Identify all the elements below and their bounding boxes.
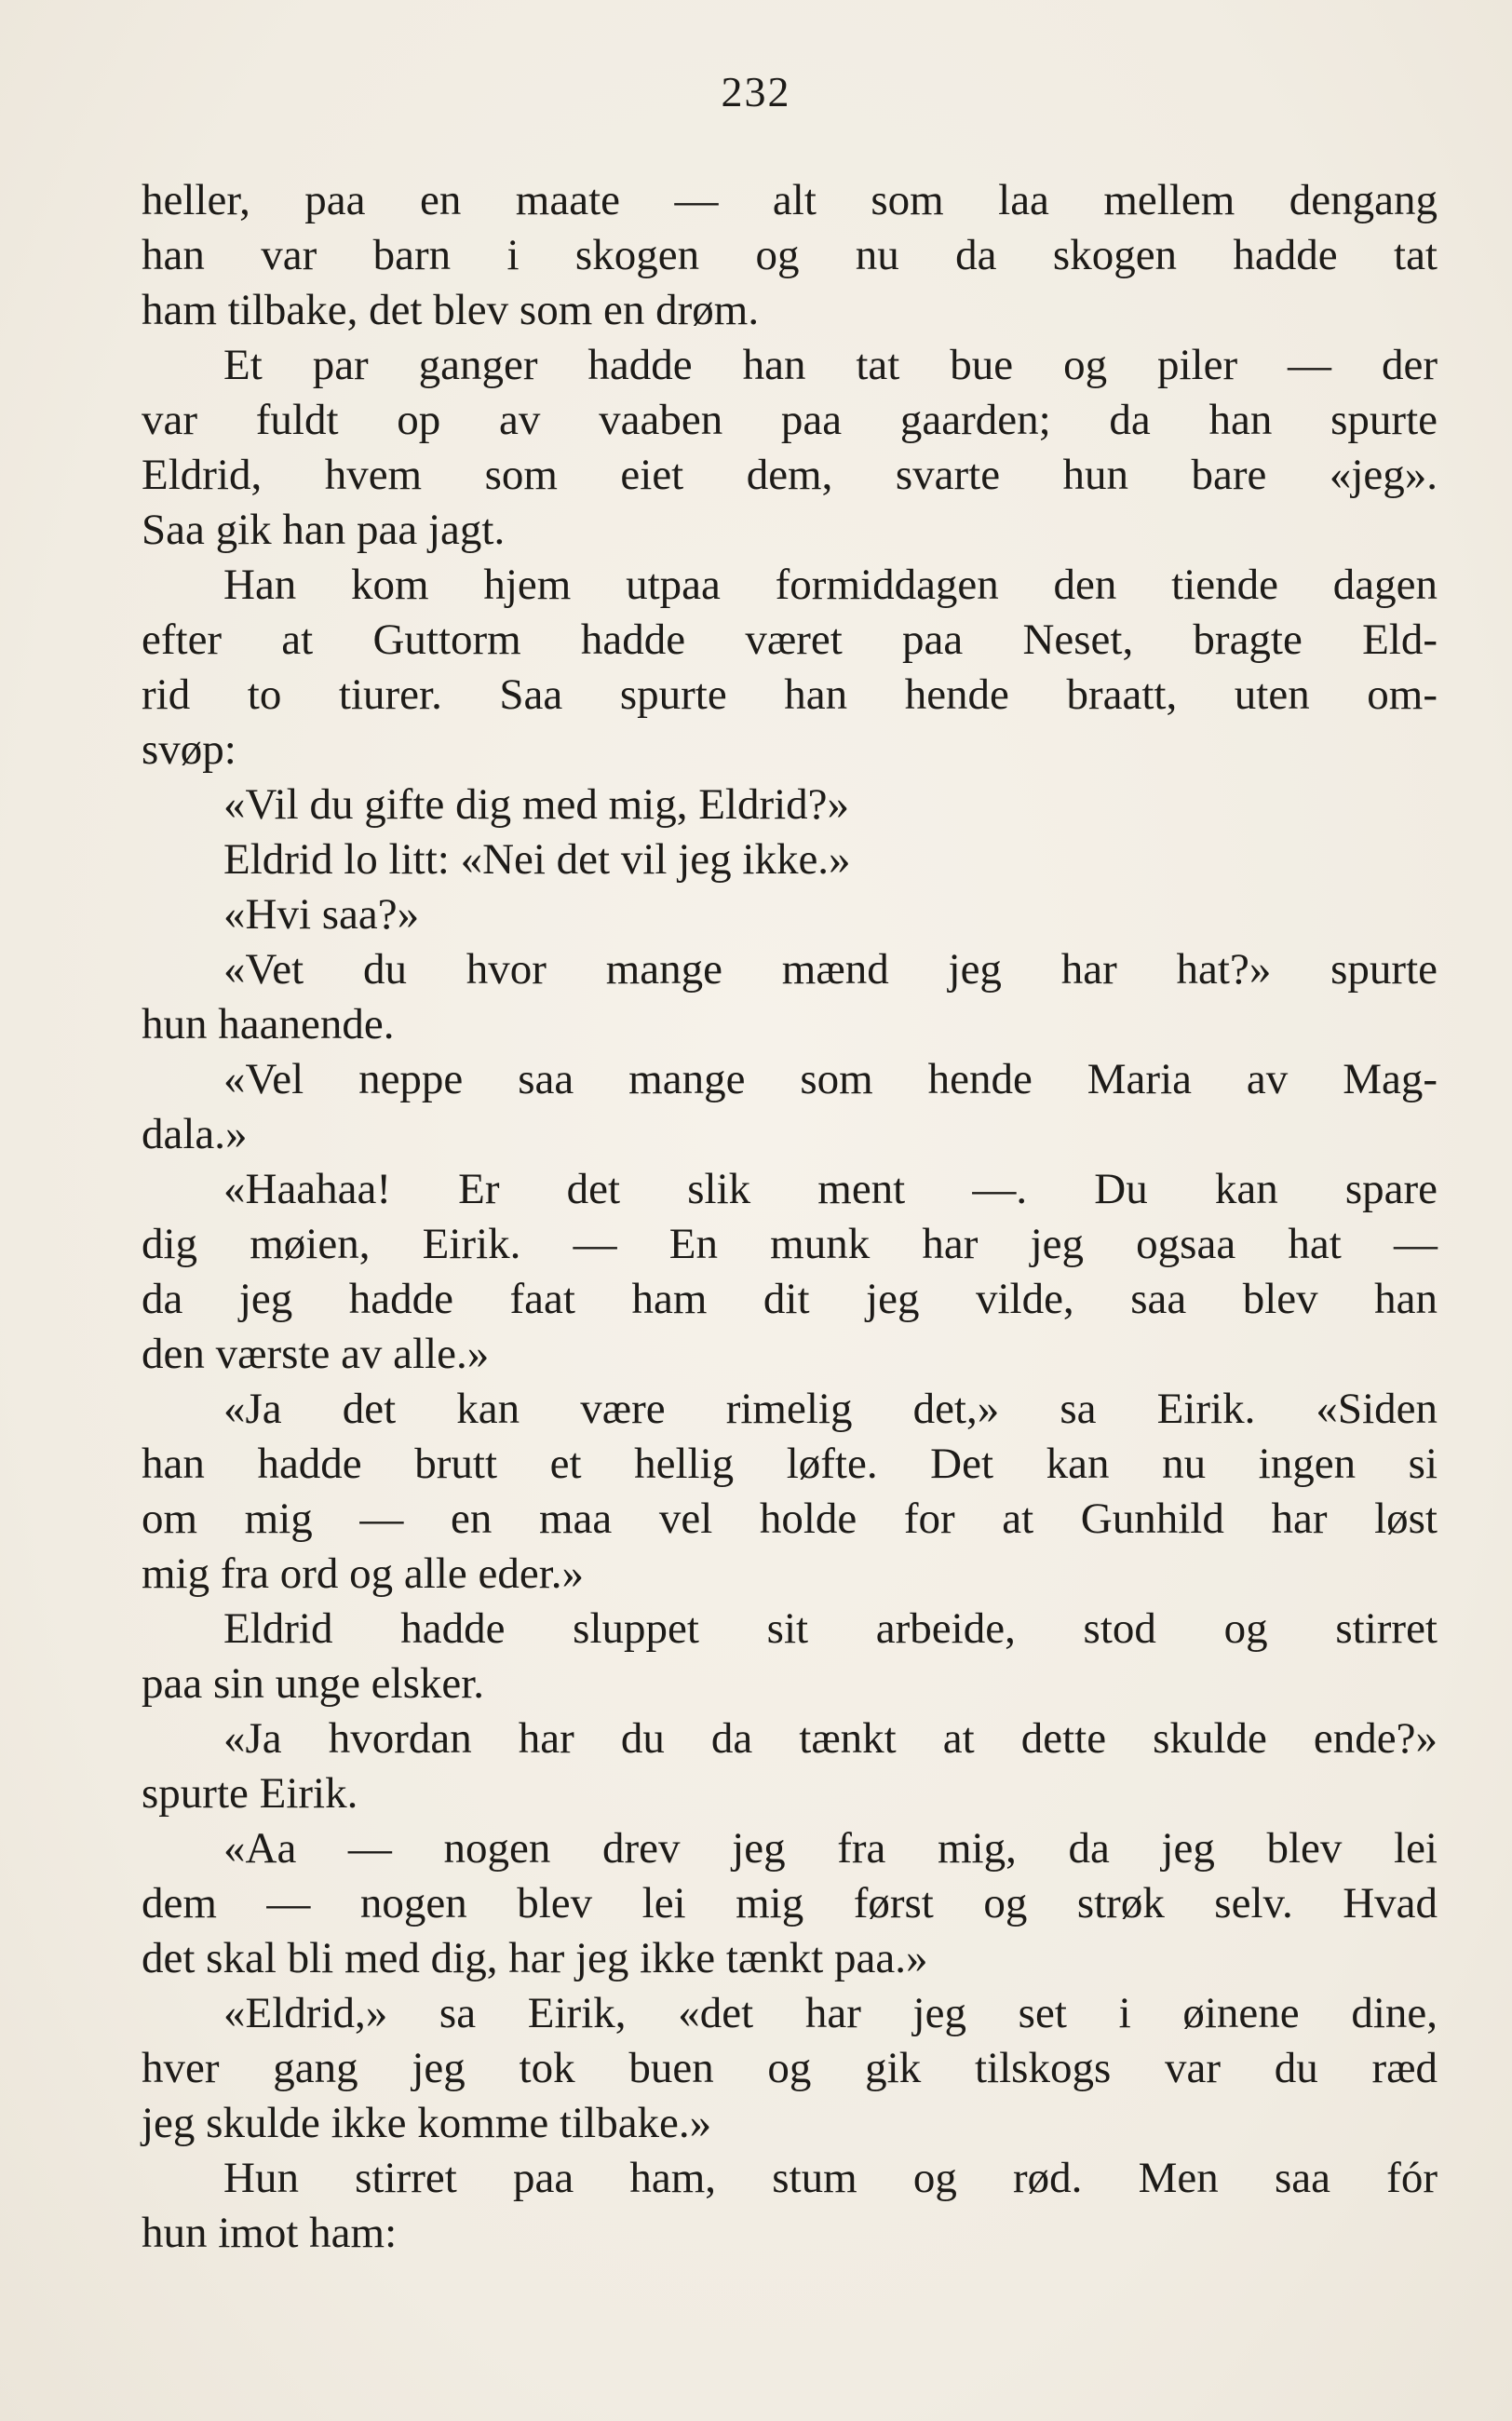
text-line: det skal bli med dig, har jeg ikke tænkt paa.» — [142, 1934, 928, 1982]
text-line: «Vel neppe saa mange som hende Maria av Mag- — [223, 1055, 1438, 1103]
text-line: dig møien, Eirik. — En munk har jeg ogsaa hat — — [142, 1220, 1438, 1268]
text-line: om mig — en maa vel holde for at Gunhild har løst — [142, 1495, 1438, 1543]
text-line: «Haahaa! Er det slik ment —. Du kan spare — [223, 1165, 1438, 1213]
text-line: Eldrid lo litt: «Nei det vil jeg ikke.» — [223, 835, 851, 884]
text-line: «Hvi saa?» — [223, 890, 420, 939]
text-line: «Ja det kan være rimelig det,» sa Eirik. «Siden — [223, 1385, 1438, 1433]
text-line: rid to tiurer. Saa spurte han hende braatt, uten om- — [142, 670, 1438, 719]
text-line: Hun stirret paa ham, stum og rød. Men saa fór — [223, 2154, 1438, 2202]
text-line: var fuldt op av vaaben paa gaarden; da han spurte — [142, 396, 1438, 444]
text-line: Eldrid, hvem som eiet dem, svarte hun bare «jeg». — [142, 451, 1438, 499]
text-line: spurte Eirik. — [142, 1769, 358, 1818]
text-line: han hadde brutt et hellig løfte. Det kan nu ingen si — [142, 1440, 1438, 1488]
text-line: «Ja hvordan har du da tænkt at dette skulde ende?» — [223, 1714, 1438, 1763]
text-line: Saa gik han paa jagt. — [142, 506, 506, 554]
text-line: Eldrid hadde sluppet sit arbeide, stod og stirret — [223, 1604, 1438, 1653]
text-line: Han kom hjem utpaa formiddagen den tiende dagen — [223, 561, 1438, 609]
text-line: «Vet du hvor mange mænd jeg har hat?» spurte — [223, 945, 1438, 994]
text-line: Et par ganger hadde han tat bue og piler — der — [223, 341, 1438, 389]
text-line: hver gang jeg tok buen og gik tilskogs var du ræd — [142, 2044, 1438, 2092]
text-line: mig fra ord og alle eder.» — [142, 1549, 585, 1598]
text-line: dala.» — [142, 1110, 248, 1158]
page-number: 232 — [721, 68, 791, 115]
text-line: jeg skulde ikke komme tilbake.» — [142, 2099, 712, 2147]
text-line: paa sin unge elsker. — [142, 1659, 485, 1708]
text-line: han var barn i skogen og nu da skogen hadde tat — [142, 231, 1438, 279]
text-line: «Aa — nogen drev jeg fra mig, da jeg blev lei — [223, 1824, 1438, 1873]
text-line: hun haanende. — [142, 1000, 395, 1048]
text-line: svøp: — [142, 725, 236, 774]
text-line: «Eldrid,» sa Eirik, «det har jeg set i øinene dine, — [223, 1989, 1438, 2037]
text-line: «Vil du gifte dig med mig, Eldrid?» — [223, 780, 850, 829]
text-line: hun imot ham: — [142, 2209, 398, 2257]
text-line: heller, paa en maate — alt som laa mellem dengang — [142, 176, 1438, 224]
text-line: efter at Guttorm hadde været paa Neset, bragte Eld- — [142, 615, 1438, 664]
text-line: da jeg hadde faat ham dit jeg vilde, saa blev han — [142, 1275, 1438, 1323]
text-line: den værste av alle.» — [142, 1330, 490, 1378]
text-line: ham tilbake, det blev som en drøm. — [142, 286, 760, 334]
text-line: dem — nogen blev lei mig først og strøk selv. Hvad — [142, 1879, 1438, 1927]
body-text — [142, 173, 1438, 2261]
